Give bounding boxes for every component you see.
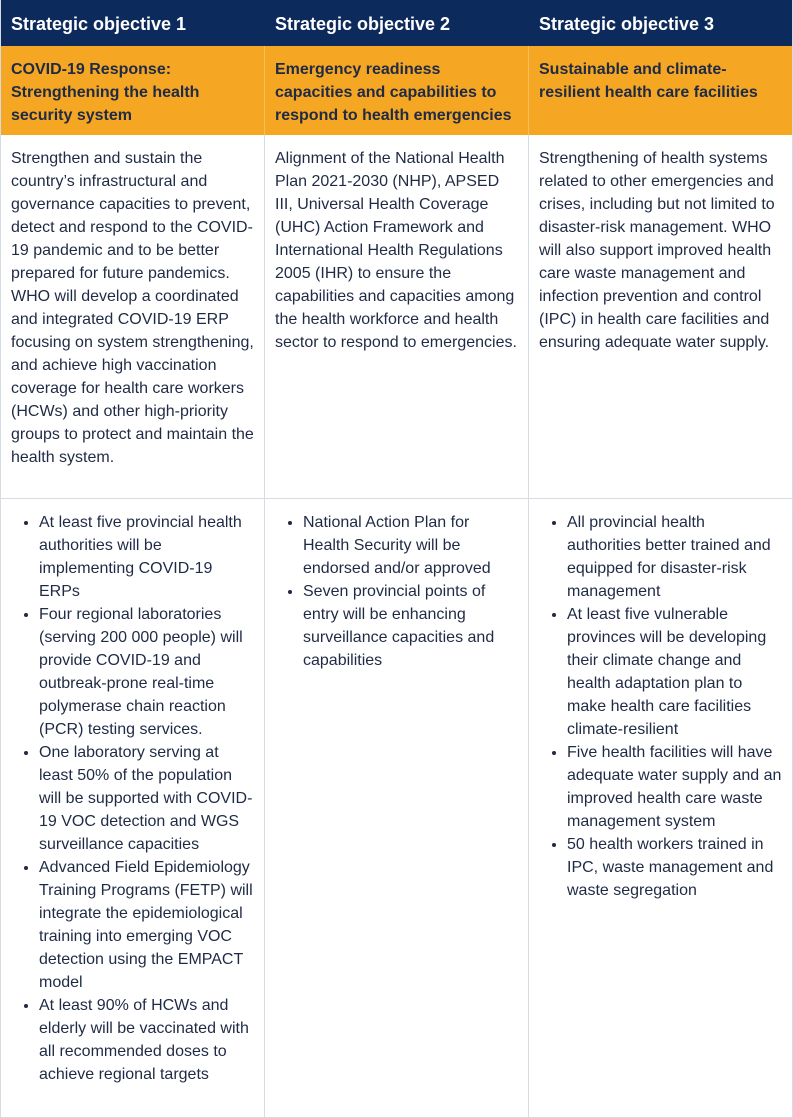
list-item: • National Action Plan for Health Security will be endorsed and/or approved (303, 511, 518, 580)
outcomes-list-3 (539, 511, 782, 902)
header-objective-3: Strategic objective 3 (539, 14, 715, 34)
list-item: • 50 health workers trained in IPC, waste management and waste segregation (567, 833, 782, 902)
header-objective-2: Strategic objective 2 (275, 14, 451, 34)
subtitle-objective-1: COVID-19 Response: Strengthening the health security system (1, 46, 265, 135)
description-objective-3: Strengthening of health systems related to other emergencies and crises, including but not limited to disaster-risk management. WHO will also support improved health care waste management and infection prevention and control (IPC) in health care facilities and ensuring adequate water supply. (539, 150, 775, 351)
description-objective-1: Strengthen and sustain the country’s infrastructural and governance capacities to prevent, detect and respond to the COVID-19 pandemic and to be better prepared for future pandemics. WHO will develop a coordinated and integrated COVID-19 ERP focusing on system strengthening, and achieve high vaccination coverage for health care workers (HCWs) and other high-priority groups to protect and maintain the health system. (1, 135, 265, 498)
list-item: • All provincial health authorities better trained and equipped for disaster-risk management (567, 511, 782, 603)
outcomes-list-2 (275, 511, 518, 672)
outcomes-objective-2 (265, 499, 529, 1117)
description-row (1, 135, 792, 499)
subtitle-objective-3: Sustainable and climate-resilient health care facilities (539, 61, 758, 101)
subtitle-objective-2: Emergency readiness capacities and capabilities to respond to health emergencies (265, 46, 529, 135)
list-item: • At least five provincial health authorities will be implementing COVID-19 ERPs (39, 511, 254, 603)
list-item: • Four regional laboratories (serving 200 000 people) will provide COVID-19 and outbreak-prone real-time polymerase chain reaction (PCR) testing services. (39, 603, 254, 741)
list-item: • At least five vulnerable provinces will be developing their climate change and health adaptation plan to make health care facilities climate-resilient (567, 603, 782, 741)
list-item: • At least 90% of HCWs and elderly will be vaccinated with all recommended doses to achieve regional targets (39, 994, 254, 1086)
header-objective-1: Strategic objective 1 (11, 14, 187, 34)
subtitle-row (1, 46, 792, 135)
list-item: • Advanced Field Epidemiology Training Programs (FETP) will integrate the epidemiological training into emerging VOC detection using the EMPACT model (39, 856, 254, 994)
description-objective-2: Alignment of the National Health Plan 2021-2030 (NHP), APSED III, Universal Health Coverage (UHC) Action Framework and International Health Regulations 2005 (IHR) to ensure the capabilities and capacities among the health workforce and health sector to respond to emergencies. (265, 135, 529, 498)
outcomes-row (1, 499, 792, 1117)
list-item: • One laboratory serving at least 50% of the population will be supported with COVID-19 VOC detection and WGS surveillance capacities (39, 741, 254, 856)
list-item: • Seven provincial points of entry will be enhancing surveillance capacities and capabilities (303, 580, 518, 672)
outcomes-list-1 (11, 511, 254, 1086)
outcomes-objective-1 (1, 499, 265, 1117)
list-item: • Five health facilities will have adequate water supply and an improved health care waste management system (567, 741, 782, 833)
outcomes-objective-3 (529, 499, 792, 1117)
header-row (1, 0, 792, 46)
